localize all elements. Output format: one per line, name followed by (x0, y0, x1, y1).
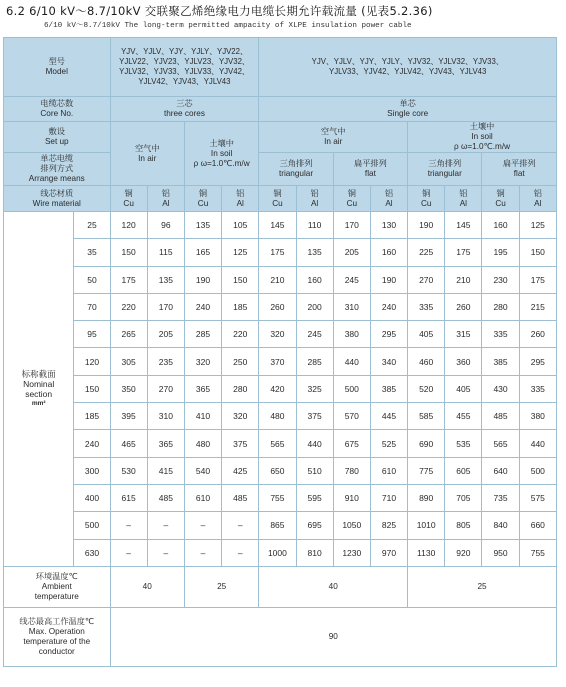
table-row (4, 212, 557, 239)
ampacity-cell: 310 (147, 403, 184, 430)
ampacity-cell: 190 (184, 266, 221, 293)
ampacity-cell: 360 (445, 348, 482, 375)
ampacity-cell: 135 (184, 212, 221, 239)
ampacity-cell: 530 (110, 457, 147, 484)
section-size-cell: 500 (74, 512, 110, 539)
ampacity-cell: – (222, 512, 259, 539)
table-row (4, 512, 557, 539)
ampacity-cell: 610 (184, 484, 221, 511)
ampacity-cell: 160 (482, 212, 519, 239)
aluminum-header: 铝 Al (222, 186, 259, 212)
ampacity-cell: 485 (222, 484, 259, 511)
single-soil-header: 土壤中 In soil ρ ω=1.0℃.m/w (408, 122, 557, 153)
ampacity-cell: – (222, 539, 259, 566)
ampacity-cell: 755 (519, 539, 556, 566)
ampacity-cell: 410 (184, 403, 221, 430)
ampacity-cell: 150 (519, 239, 556, 266)
ampacity-cell: 415 (147, 457, 184, 484)
ampacity-cell: 215 (519, 293, 556, 320)
ampacity-cell: 480 (259, 403, 296, 430)
ampacity-cell: 125 (519, 212, 556, 239)
ampacity-cell: 735 (482, 484, 519, 511)
ampacity-cell: 105 (222, 212, 259, 239)
ampacity-cell: 205 (333, 239, 370, 266)
ampacity-cell: 440 (333, 348, 370, 375)
ampacity-cell: 150 (222, 266, 259, 293)
ampacity-cell: 460 (408, 348, 445, 375)
ampacity-cell: 350 (110, 375, 147, 402)
ampacity-cell: 285 (184, 321, 221, 348)
ampacity-cell: 245 (296, 321, 333, 348)
ampacity-cell: 240 (370, 293, 407, 320)
aluminum-header: 铝 Al (296, 186, 333, 212)
ampacity-cell: 315 (445, 321, 482, 348)
ampacity-cell: 295 (370, 321, 407, 348)
ampacity-cell: 485 (482, 403, 519, 430)
ampacity-cell: 235 (147, 348, 184, 375)
table-row (4, 266, 557, 293)
aluminum-header: 铝 Al (445, 186, 482, 212)
ampacity-cell: 385 (482, 348, 519, 375)
max-temp-value: 90 (110, 607, 556, 666)
ampacity-cell: 175 (110, 266, 147, 293)
ampacity-cell: 370 (259, 348, 296, 375)
ampacity-cell: 190 (408, 212, 445, 239)
ampacity-cell: – (110, 539, 147, 566)
ampacity-cell: 840 (482, 512, 519, 539)
single-air-header: 空气中 In air (259, 122, 408, 153)
ampacity-cell: 610 (370, 457, 407, 484)
ampacity-cell: 690 (408, 430, 445, 457)
ampacity-cell: 190 (370, 266, 407, 293)
ampacity-cell: 96 (147, 212, 184, 239)
ampacity-cell: 570 (333, 403, 370, 430)
ampacity-cell: 405 (408, 321, 445, 348)
ampacity-cell: 110 (296, 212, 333, 239)
ambient-value: 25 (184, 566, 258, 607)
ampacity-cell: 920 (445, 539, 482, 566)
ampacity-cell: 240 (184, 293, 221, 320)
ampacity-cell: 260 (259, 293, 296, 320)
ampacity-cell: 170 (333, 212, 370, 239)
air-triangular-header: 三角排列 triangular (259, 153, 333, 186)
ampacity-cell: 175 (519, 266, 556, 293)
ampacity-cell: 865 (259, 512, 296, 539)
ampacity-cell: 225 (408, 239, 445, 266)
three-soil-header: 土壤中 In soil ρ ω=1.0℃.m/w (184, 122, 258, 186)
ampacity-cell: 160 (296, 266, 333, 293)
section-size-cell: 185 (74, 403, 110, 430)
ampacity-cell: 565 (482, 430, 519, 457)
wire-material-header: 线芯材质 Wire material (4, 186, 111, 212)
ampacity-cell: 755 (259, 484, 296, 511)
air-flat-header: 扁平排列 flat (333, 153, 407, 186)
ampacity-cell: 320 (184, 348, 221, 375)
ampacity-cell: 805 (445, 512, 482, 539)
table-row (4, 375, 557, 402)
ampacity-cell: 425 (222, 457, 259, 484)
table-row (4, 239, 557, 266)
ampacity-cell: 200 (296, 293, 333, 320)
ampacity-cell: 585 (408, 403, 445, 430)
section-size-cell: 35 (74, 239, 110, 266)
ampacity-cell: – (147, 539, 184, 566)
ampacity-cell: 445 (370, 403, 407, 430)
ampacity-cell: 540 (184, 457, 221, 484)
ampacity-cell: 375 (222, 430, 259, 457)
aluminum-header: 铝 Al (519, 186, 556, 212)
ampacity-cell: 295 (519, 348, 556, 375)
single-core-header: 单芯 Single core (259, 97, 557, 122)
ampacity-cell: 170 (147, 293, 184, 320)
ampacity-cell: 115 (147, 239, 184, 266)
table-row (4, 457, 557, 484)
ampacity-cell: 485 (147, 484, 184, 511)
copper-header: 铜 Cu (110, 186, 147, 212)
ampacity-cell: 525 (370, 430, 407, 457)
ampacity-cell: 500 (519, 457, 556, 484)
ampacity-cell: 605 (445, 457, 482, 484)
ampacity-cell: 270 (147, 375, 184, 402)
ampacity-cell: 175 (259, 239, 296, 266)
page-title: 6.2 6/10 kV～8.7/10kV 交联聚乙烯绝缘电力电缆长期允许载流量 (见表5.2.36) (6, 4, 433, 18)
section-size-cell: 240 (74, 430, 110, 457)
ampacity-cell: 615 (110, 484, 147, 511)
ampacity-cell: 510 (296, 457, 333, 484)
ampacity-cell: 825 (370, 512, 407, 539)
ampacity-cell: 405 (445, 375, 482, 402)
ampacity-cell: 310 (333, 293, 370, 320)
table-row (4, 403, 557, 430)
ampacity-cell: – (184, 539, 221, 566)
ampacity-cell: 320 (259, 321, 296, 348)
ampacity-cell: 120 (110, 212, 147, 239)
ampacity-cell: 335 (519, 375, 556, 402)
ampacity-cell: 380 (519, 403, 556, 430)
ampacity-cell: 365 (147, 430, 184, 457)
table-row (4, 293, 557, 320)
ampacity-cell: 950 (482, 539, 519, 566)
ampacity-cell: 280 (222, 375, 259, 402)
ampacity-cell: 195 (482, 239, 519, 266)
copper-header: 铜 Cu (333, 186, 370, 212)
ampacity-cell: 320 (222, 403, 259, 430)
ampacity-cell: 500 (333, 375, 370, 402)
aluminum-header: 铝 Al (147, 186, 184, 212)
ampacity-cell: 305 (110, 348, 147, 375)
section-size-cell: 70 (74, 293, 110, 320)
section-size-cell: 120 (74, 348, 110, 375)
ampacity-cell: 810 (296, 539, 333, 566)
ampacity-cell: 705 (445, 484, 482, 511)
ampacity-cell: 245 (333, 266, 370, 293)
soil-triangular-header: 三角排列 triangular (408, 153, 482, 186)
ampacity-cell: 1230 (333, 539, 370, 566)
ampacity-cell: 480 (184, 430, 221, 457)
ampacity-cell: 535 (445, 430, 482, 457)
ampacity-cell: 220 (110, 293, 147, 320)
soil-flat-header: 扁平排列 flat (482, 153, 557, 186)
section-size-cell: 95 (74, 321, 110, 348)
ampacity-table (3, 37, 557, 667)
table-row (4, 484, 557, 511)
ampacity-cell: 675 (333, 430, 370, 457)
ampacity-cell: 970 (370, 539, 407, 566)
ampacity-cell: 150 (110, 239, 147, 266)
ampacity-cell: 175 (445, 239, 482, 266)
ampacity-cell: 1010 (408, 512, 445, 539)
table-row (4, 348, 557, 375)
table-row (4, 539, 557, 566)
ampacity-cell: 280 (482, 293, 519, 320)
ampacity-cell: 285 (296, 348, 333, 375)
ampacity-cell: 575 (519, 484, 556, 511)
ampacity-cell: 185 (222, 293, 259, 320)
ampacity-cell: 395 (110, 403, 147, 430)
ampacity-cell: 1050 (333, 512, 370, 539)
section-size-cell: 400 (74, 484, 110, 511)
section-size-cell: 50 (74, 266, 110, 293)
ampacity-cell: 250 (222, 348, 259, 375)
ampacity-cell: 135 (296, 239, 333, 266)
section-size-cell: 630 (74, 539, 110, 566)
table-row (4, 430, 557, 457)
model-header: 型号 Model (4, 38, 111, 97)
ampacity-cell: 695 (296, 512, 333, 539)
ampacity-cell: 650 (259, 457, 296, 484)
section-size-cell: 25 (74, 212, 110, 239)
ampacity-cell: 230 (482, 266, 519, 293)
ampacity-cell: 265 (110, 321, 147, 348)
copper-header: 铜 Cu (184, 186, 221, 212)
ampacity-cell: 165 (184, 239, 221, 266)
ampacity-cell: 125 (222, 239, 259, 266)
ampacity-cell: 440 (519, 430, 556, 457)
ampacity-cell: 135 (147, 266, 184, 293)
ampacity-cell: 1000 (259, 539, 296, 566)
ambient-value: 25 (408, 566, 557, 607)
ampacity-cell: 455 (445, 403, 482, 430)
ampacity-cell: 385 (370, 375, 407, 402)
model-three-core: YJV、YJLV、YJY、YJLY、YJV22、 YJLV22、YJV23、YJLV23、YJV32、 YJLV32、YJV33、YJLV33、YJV42、 YJLV42、YJV43、YJLV43 (110, 38, 259, 97)
ampacity-cell: 595 (296, 484, 333, 511)
ampacity-cell: 780 (333, 457, 370, 484)
max-temp-label: 线芯最高工作温度℃ Max. Operation temperature of the conductor (4, 607, 111, 666)
ampacity-cell: 260 (519, 321, 556, 348)
ampacity-cell: 260 (445, 293, 482, 320)
ambient-value: 40 (110, 566, 184, 607)
three-air-header: 空气中 In air (110, 122, 184, 186)
ambient-value: 40 (259, 566, 408, 607)
ampacity-cell: 660 (519, 512, 556, 539)
ampacity-cell: 210 (259, 266, 296, 293)
ampacity-cell: 910 (333, 484, 370, 511)
section-size-cell: 300 (74, 457, 110, 484)
ampacity-cell: 270 (408, 266, 445, 293)
ampacity-cell: 640 (482, 457, 519, 484)
ampacity-cell: 130 (370, 212, 407, 239)
ampacity-cell: 775 (408, 457, 445, 484)
nominal-section-label: 标称截面 Nominal section mm² (4, 212, 74, 567)
ampacity-cell: 430 (482, 375, 519, 402)
section-size-cell: 150 (74, 375, 110, 402)
ampacity-cell: 210 (445, 266, 482, 293)
ampacity-cell: 520 (408, 375, 445, 402)
ampacity-cell: 420 (259, 375, 296, 402)
model-single-core: YJV、YJLV、YJY、YJLY、YJV32、YJLV32、YJV33、 YJLV33、YJV42、YJLV42、YJV43、YJLV43 (259, 38, 557, 97)
ampacity-cell: 145 (259, 212, 296, 239)
ampacity-cell: 565 (259, 430, 296, 457)
copper-header: 铜 Cu (259, 186, 296, 212)
ampacity-cell: 440 (296, 430, 333, 457)
ampacity-cell: 890 (408, 484, 445, 511)
ampacity-cell: 205 (147, 321, 184, 348)
core-no-header: 电缆芯数 Core No. (4, 97, 111, 122)
ampacity-cell: 145 (445, 212, 482, 239)
ampacity-cell: 465 (110, 430, 147, 457)
ampacity-cell: 710 (370, 484, 407, 511)
ampacity-cell: 220 (222, 321, 259, 348)
page-subtitle: 6/10 kV～8.7/10kV The long-term permitted ampacity of XLPE insulation power cable (44, 22, 412, 30)
ampacity-cell: – (110, 512, 147, 539)
ampacity-cell: – (184, 512, 221, 539)
three-cores-header: 三芯 three cores (110, 97, 259, 122)
ampacity-cell: 325 (296, 375, 333, 402)
ampacity-cell: 365 (184, 375, 221, 402)
ampacity-cell: 335 (408, 293, 445, 320)
ampacity-cell: 340 (370, 348, 407, 375)
ampacity-cell: 1130 (408, 539, 445, 566)
setup-header: 敷设 Set up (4, 122, 111, 153)
ampacity-cell: 160 (370, 239, 407, 266)
aluminum-header: 铝 Al (370, 186, 407, 212)
arrange-header: 单芯电缆 排列方式 Arrange means (4, 153, 111, 186)
copper-header: 铜 Cu (408, 186, 445, 212)
ambient-label: 环境温度℃ Ambient temperature (4, 566, 111, 607)
ampacity-cell: 380 (333, 321, 370, 348)
table-row (4, 321, 557, 348)
copper-header: 铜 Cu (482, 186, 519, 212)
ampacity-cell: 375 (296, 403, 333, 430)
ampacity-cell: – (147, 512, 184, 539)
ampacity-cell: 335 (482, 321, 519, 348)
